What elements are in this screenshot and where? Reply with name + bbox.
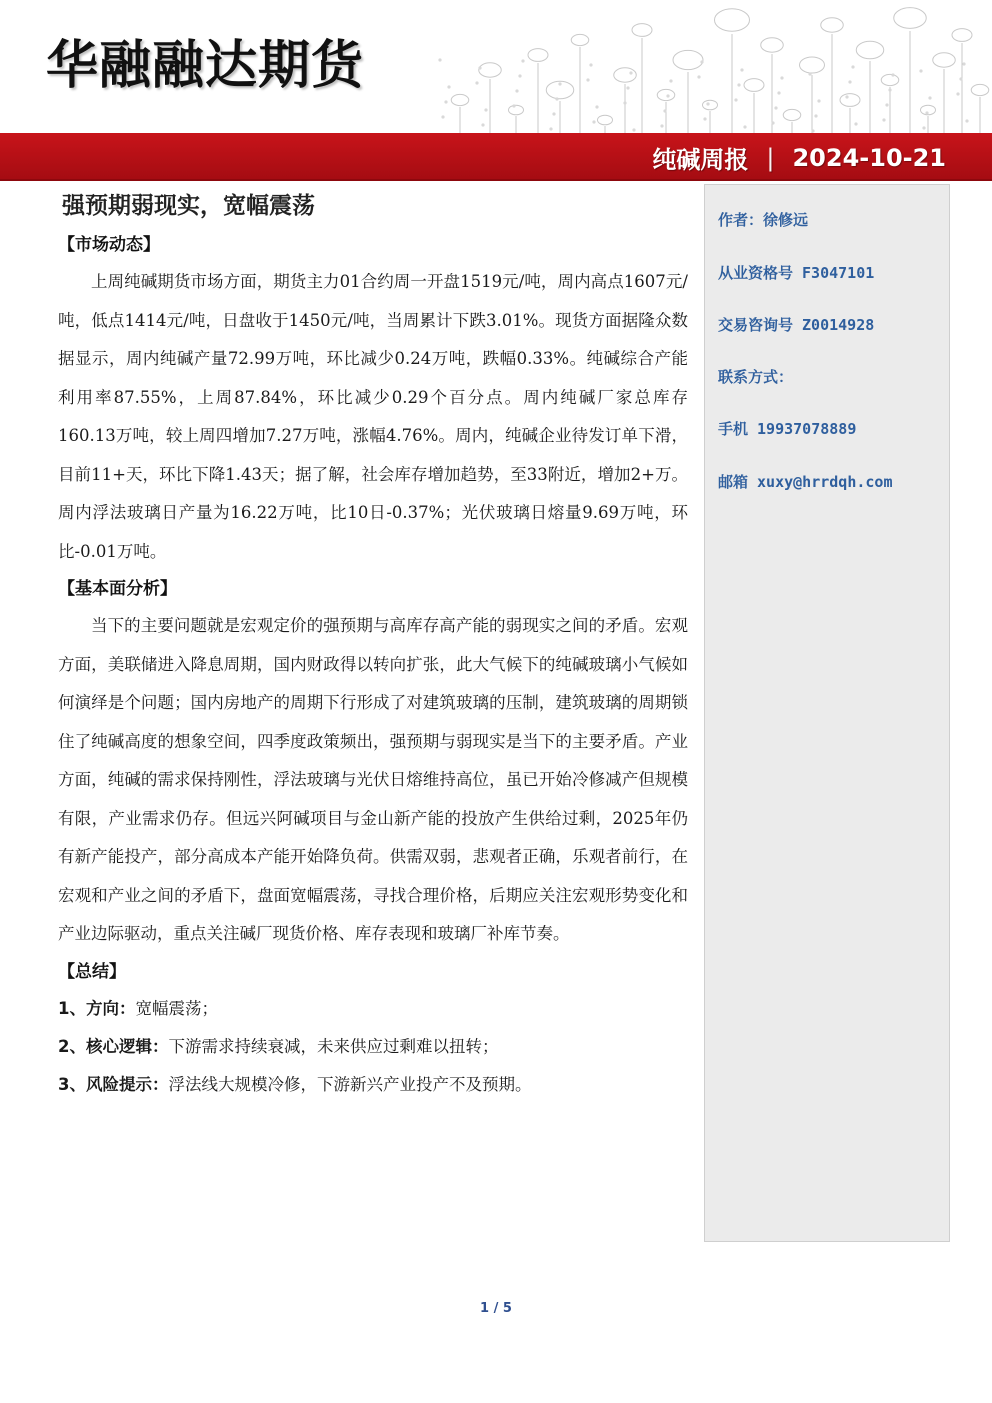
email-address[interactable]: 邮箱 xuxy@hrrdqh.com — [718, 473, 893, 491]
section-heading: 【市场动态】 — [58, 235, 160, 255]
summary-key: 方向 — [85, 998, 119, 1018]
summary-sep: ： — [118, 998, 136, 1018]
qualification-number: 从业资格号 F3047101 — [718, 264, 875, 282]
summary-item — [58, 990, 688, 1028]
summary-value: 浮法线大规模冷修，下游新兴产业投产不及预期。 — [168, 1074, 532, 1094]
summary-key: 风险提示 — [85, 1074, 152, 1094]
summary-sep: ： — [151, 1074, 169, 1094]
summary-prefix: 3、 — [58, 1074, 86, 1094]
author-sidebar — [704, 184, 950, 1242]
page-number: 1 / 5 — [480, 1301, 512, 1316]
summary-value: 宽幅震荡； — [135, 998, 218, 1018]
section-summary — [58, 954, 688, 1104]
summary-sep: ： — [151, 1036, 169, 1056]
section-paragraph: 当下的主要问题就是宏观定价的强预期与高库存高产能的弱现实之间的矛盾。宏观方面，美联储进入降息周期，国内财政得以转向扩张，此大气候下的纯碱玻璃小气候如何演绎是个问题；国内房地产的周期下行形成了对建筑玻璃的压制，建筑玻璃的周期锁住了纯碱高度的想象空间，四季度政策频出，强预期与弱现实是当下的主要矛盾。产业方面，纯碱的需求保持刚性，浮法玻璃与光伏日熔维持高位，虽已开始冷修减产但规模有限，产业需求仍存。但远兴阿碱项目与金山新产能的投放产生供给过剩，2025年仍有新产能投产，部分高成本产能开始降负荷。供需双弱，悲观者正确，乐观者前行，在宏观和产业之间的矛盾下，盘面宽幅震荡，寻找合理价格，后期应关注宏观形势变化和产业边际驱动，重点关注碱厂现货价格、库存表现和玻璃厂补库节奏。 — [58, 616, 688, 943]
section-paragraph: 上周纯碱期货市场方面，期货主力01合约周一开盘1519元/吨，周内高点1607元/吨，低点1414元/吨，日盘收于1450元/吨，当周累计下跌3.01%。现货方面据隆众数据显示，周内纯碱产量72.99万吨，环比减少0.24万吨，跌幅0.33%。纯碱综合产能利用率87.55%，上周87.84%，环比减少0.29个百分点。周内纯碱厂家总库存160.13万吨，较上周四增加7.27万吨，涨幅4.76%。周内，纯碱企业待发订单下滑，目前11+天，环比下降1.43天；据了解，社会库存增加趋势，至33附近，增加2+万。周内浮法玻璃日产量为16.22万吨，比10日-0.37%；光伏玻璃日熔量9.69万吨，环比-0.01万吨。 — [58, 272, 688, 561]
contact-label: 联系方式： — [718, 368, 794, 386]
report-date: 2024-10-21 — [792, 143, 946, 172]
phone-number: 手机 19937078889 — [718, 420, 857, 438]
consult-number: 交易咨询号 Z0014928 — [718, 316, 875, 334]
summary-prefix: 2、 — [58, 1036, 86, 1056]
author-name: 作者：徐修远 — [718, 211, 809, 229]
company-name: 华融融达期货 — [46, 36, 365, 96]
section-fundamental — [58, 571, 688, 954]
summary-prefix: 1、 — [58, 998, 86, 1018]
section-heading: 【基本面分析】 — [58, 579, 177, 599]
banner-separator: | — [766, 143, 775, 172]
summary-item — [58, 1028, 688, 1066]
main-content — [58, 183, 688, 1104]
header-decoration-graphic — [420, 0, 992, 135]
report-type: 纯碱周报 — [652, 146, 749, 174]
section-market — [58, 227, 688, 571]
summary-key: 核心逻辑 — [85, 1036, 152, 1056]
section-heading: 【总结】 — [58, 961, 126, 982]
page-title: 强预期弱现实，宽幅震荡 — [62, 193, 315, 219]
summary-item — [58, 1066, 688, 1104]
report-banner — [652, 140, 946, 175]
summary-value: 下游需求持续衰减，未来供应过剩难以扭转； — [168, 1036, 499, 1056]
